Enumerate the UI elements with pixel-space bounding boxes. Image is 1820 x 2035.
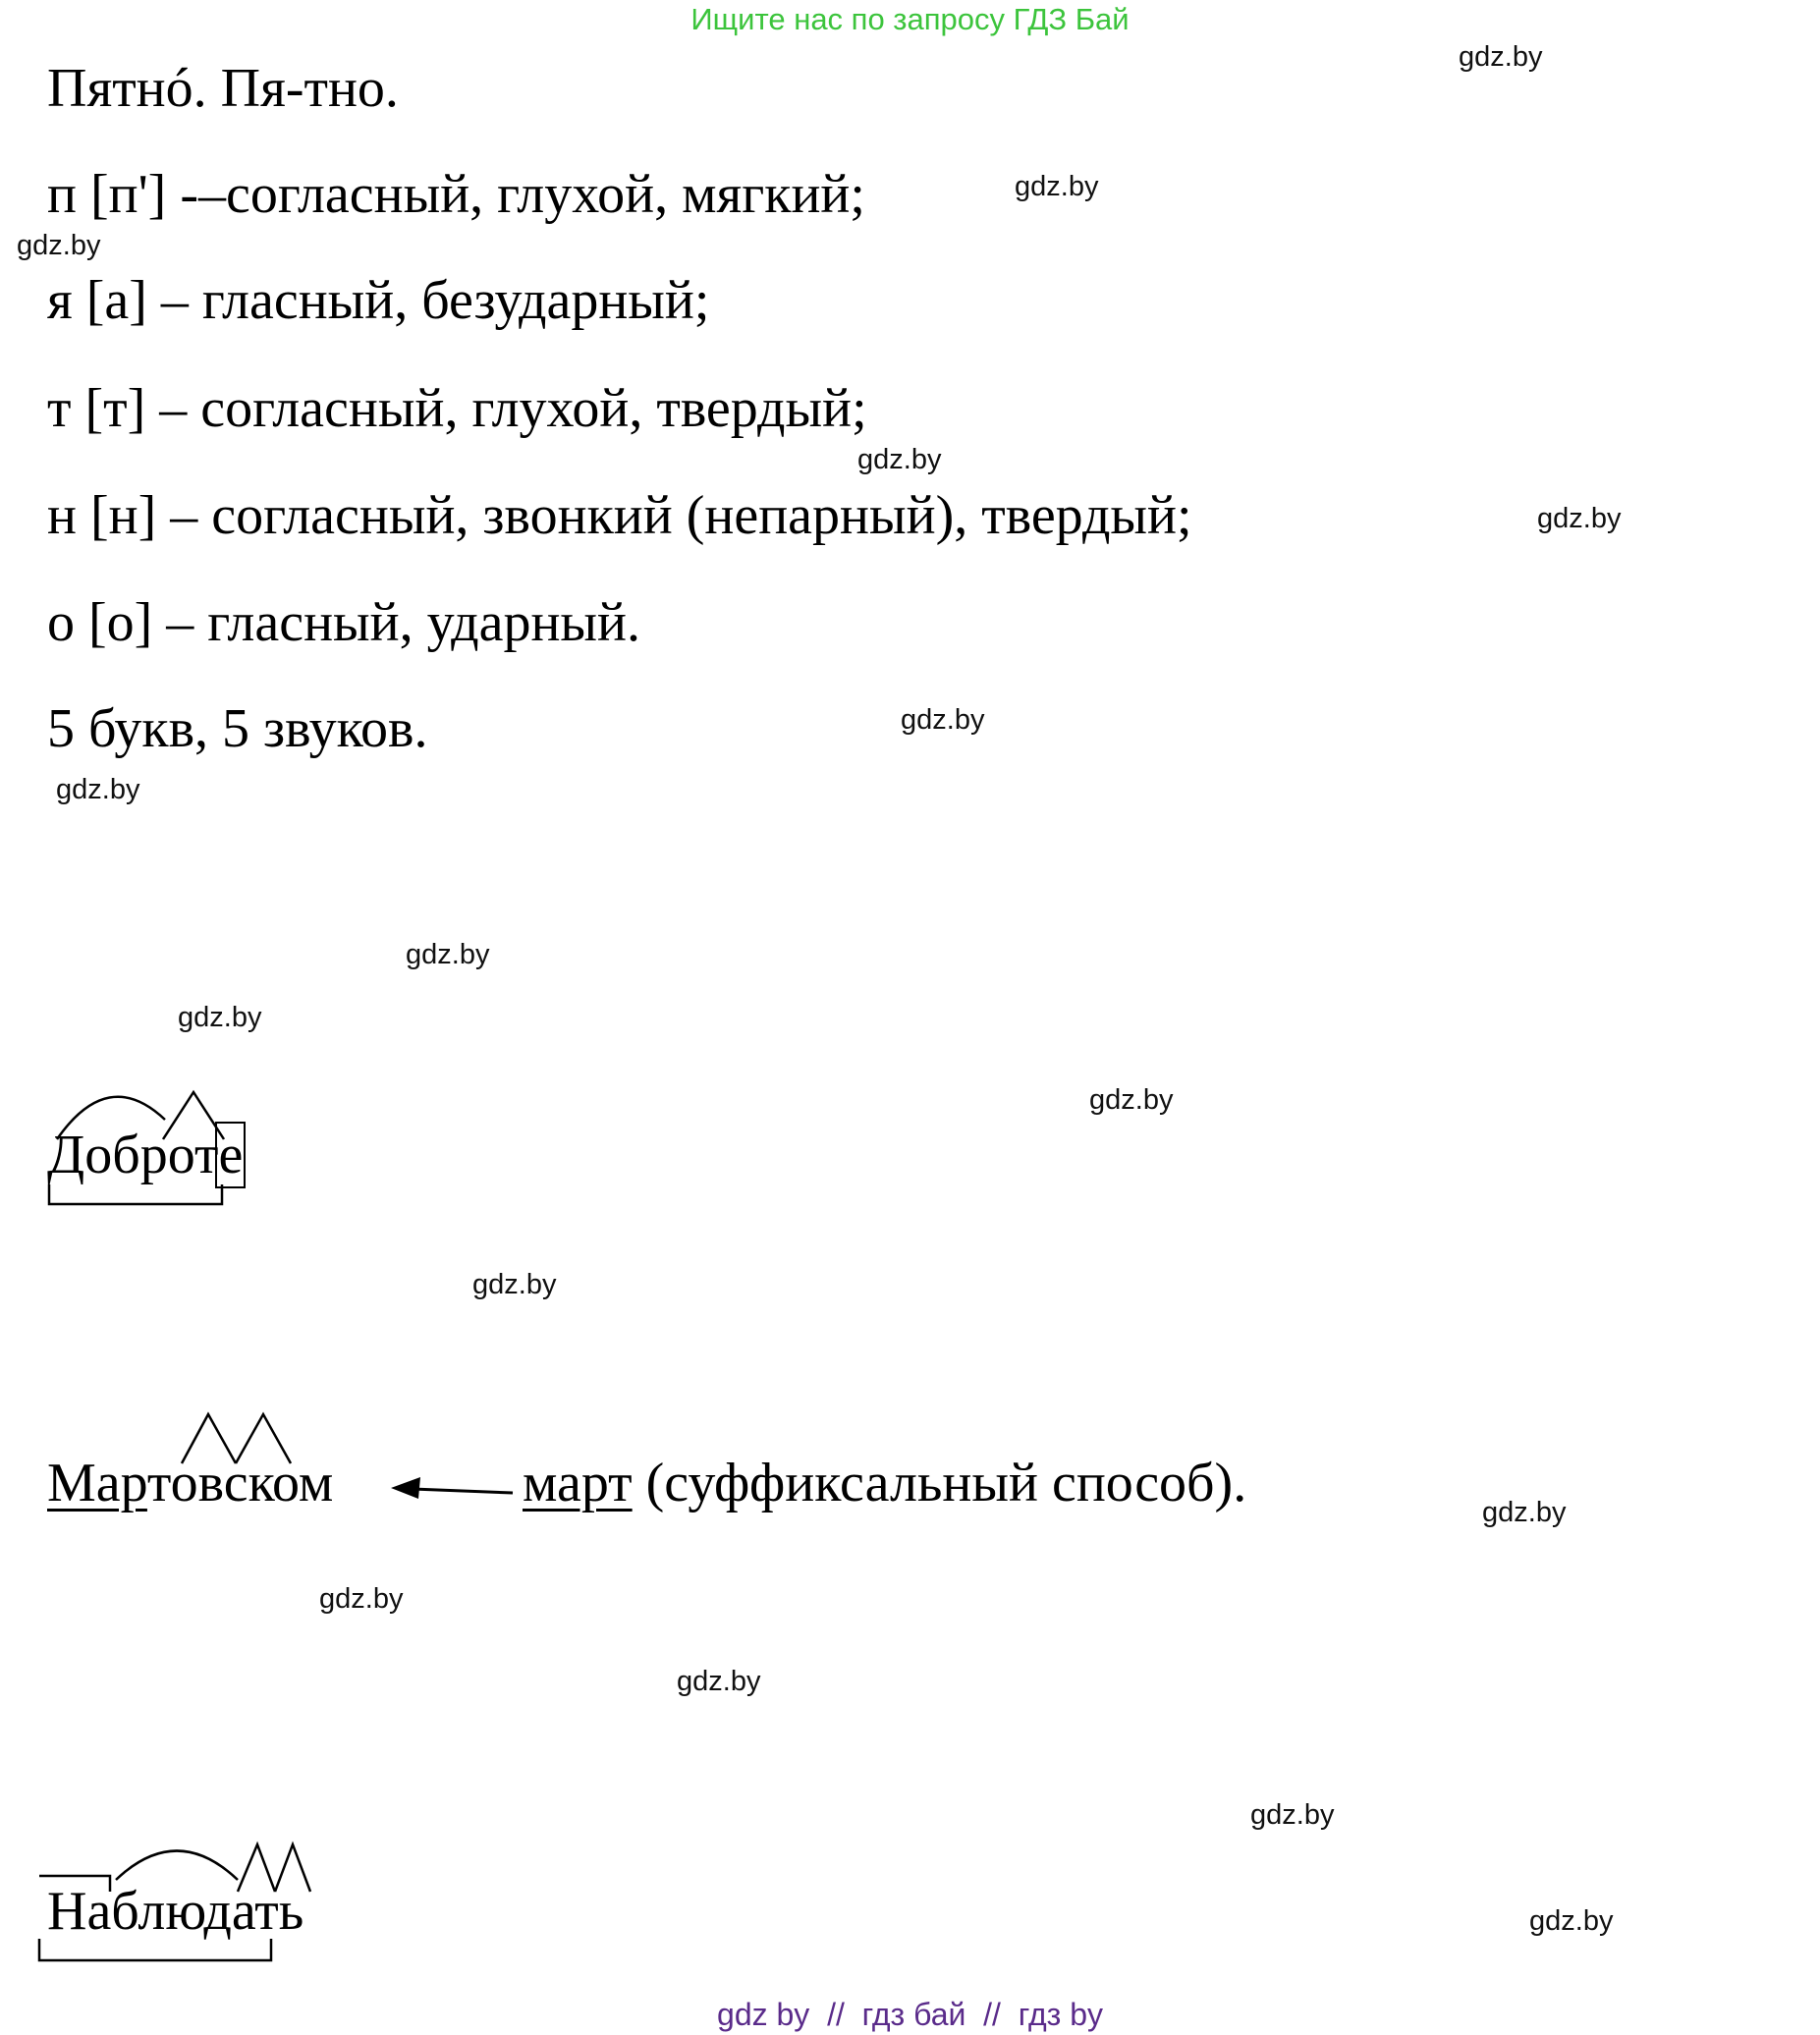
word-ending: е bbox=[218, 1125, 244, 1185]
word-stem: Доброт bbox=[47, 1125, 219, 1185]
watermark[interactable]: gdz.by bbox=[1537, 503, 1622, 534]
watermark[interactable]: gdz.by bbox=[1250, 1799, 1335, 1831]
watermark[interactable]: gdz.by bbox=[901, 704, 985, 736]
formation-method: (суффиксальный способ). bbox=[645, 1453, 1247, 1513]
analysis-line: я [а] – гласный, безударный; bbox=[47, 270, 710, 331]
watermark[interactable]: gdz.by bbox=[677, 1666, 761, 1697]
word-root: Мар bbox=[47, 1453, 147, 1513]
watermark[interactable]: gdz.by bbox=[406, 939, 490, 970]
watermark[interactable]: gdz.by bbox=[178, 1002, 262, 1033]
watermark[interactable]: gdz.by bbox=[857, 444, 942, 475]
watermark[interactable]: gdz.by bbox=[319, 1583, 404, 1615]
stem-bracket bbox=[49, 1184, 222, 1204]
analysis-summary: 5 букв, 5 звуков. bbox=[47, 698, 428, 759]
analysis-line: о [о] – гласный, ударный. bbox=[47, 592, 641, 653]
analysis-title: Пятнó. Пя-тно. bbox=[47, 58, 399, 119]
arrow-line bbox=[413, 1489, 513, 1493]
arrow-head-icon bbox=[391, 1477, 420, 1499]
watermark[interactable]: gdz.by bbox=[1482, 1497, 1567, 1528]
watermark[interactable]: gdz.by bbox=[17, 230, 101, 261]
analysis-line: т [т] – согласный, глухой, твердый; bbox=[47, 378, 867, 439]
analysis-line: н [н] – согласный, звонкий (непарный), твердый; bbox=[47, 485, 1192, 546]
word-rest: товском bbox=[146, 1453, 334, 1513]
top-banner[interactable]: Ищите нас по запросу ГДЗ Бай bbox=[690, 2, 1130, 36]
bottom-banner[interactable]: gdz by // гдз бай // гдз by bbox=[717, 1997, 1103, 2032]
base-word-line bbox=[523, 1453, 1247, 1513]
watermark[interactable]: gdz.by bbox=[472, 1269, 557, 1300]
watermark[interactable]: gdz.by bbox=[1015, 171, 1099, 202]
base-word: март bbox=[523, 1453, 633, 1513]
watermark[interactable]: gdz.by bbox=[1459, 41, 1543, 73]
stem-bracket bbox=[39, 1939, 271, 1960]
root-arc bbox=[116, 1851, 238, 1881]
watermark[interactable]: gdz.by bbox=[1529, 1905, 1614, 1937]
analysis-line: п [п'] -–согласный, глухой, мягкий; bbox=[47, 164, 865, 225]
word-martovskom bbox=[47, 1453, 334, 1513]
watermark[interactable]: gdz.by bbox=[1089, 1084, 1174, 1116]
word-nablyudat: Наблюдать bbox=[47, 1881, 304, 1942]
watermark[interactable]: gdz.by bbox=[56, 774, 140, 805]
word-dobrote bbox=[47, 1125, 244, 1185]
